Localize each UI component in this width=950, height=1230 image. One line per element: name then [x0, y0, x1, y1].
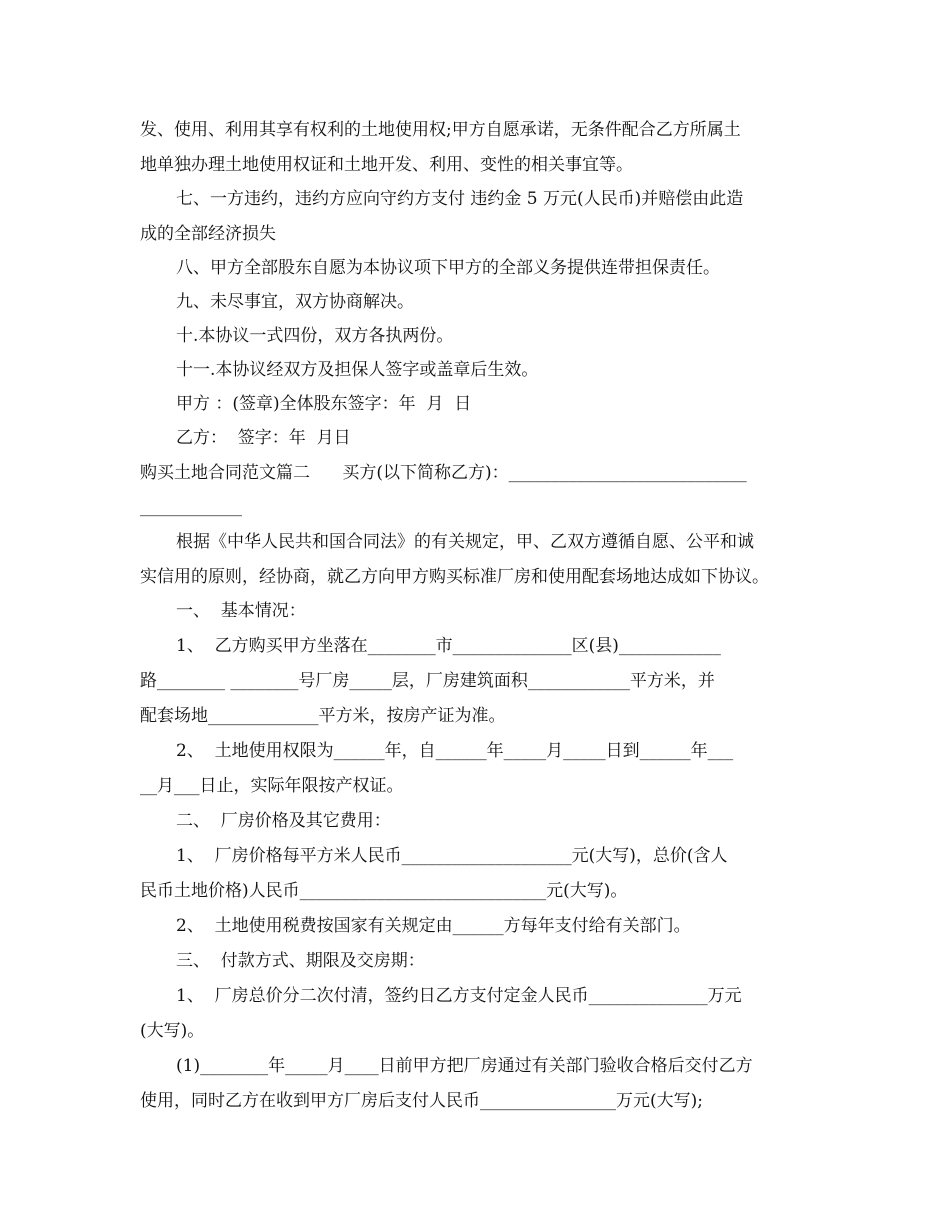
text-line: 配套场地_____________平方米，按房产证为准。 — [140, 706, 506, 726]
text-line: (大写)。 — [140, 1021, 205, 1041]
text-line: 九、未尽事宜，双方协商解决。 — [176, 292, 414, 312]
text-line: 2、 土地使用权限为______年，自______年_____月_____日到______年___ — [176, 741, 734, 761]
heading-basic-info: 一、 基本情况： — [176, 601, 306, 621]
text-line: 十.本协议一式四份，双方各执两份。 — [176, 326, 454, 346]
text-line: 1、 乙方购买甲方坐落在________市______________区(县)____________ — [176, 636, 721, 656]
text-line: 1、 厂房总价分二次付清，签约日乙方支付定金人民币______________万元 — [176, 986, 742, 1006]
text-line: (1)________年_____月____日前甲方把厂房通过有关部门验收合格后交付乙方 — [176, 1056, 753, 1076]
text-line: __月___日止，实际年限按产权证。 — [140, 776, 404, 796]
text-line: 实信用的原则，经协商，就乙方向甲方购买标准厂房和使用配套场地达成如下协议。 — [140, 567, 769, 587]
text-line: 路________ ________号厂房_____层，厂房建筑面积____________平方米，并 — [140, 671, 715, 691]
heading-price-fees: 二、 厂房价格及其它费用： — [176, 811, 391, 831]
heading-payment: 三、 付款方式、期限及交房期： — [176, 951, 425, 971]
text-line: 七、一方违约，违约方应向守约方支付 违约金 5 万元(人民币)并赔偿由此造 — [176, 189, 744, 209]
text-line: 成的全部经济损失 — [140, 224, 276, 244]
text-line: ____________ — [140, 497, 242, 517]
text-line: 十一.本协议经双方及担保人签字或盖章后生效。 — [176, 360, 539, 380]
text-line: 根据《中华人民共和国合同法》的有关规定，甲、乙双方遵循自愿、公平和诚 — [176, 532, 754, 552]
text-line: 民币土地价格)人民币_____________________________元(大写)。 — [140, 881, 628, 901]
section-title-line: 购买土地合同范文篇二 买方(以下简称乙方)：____________________________ — [140, 463, 747, 483]
text-line: 地单独办理土地使用权证和土地开发、利用、变性的相关事宜等。 — [140, 155, 633, 175]
signature-line-party-a: 甲方 ：(签章)全体股东签字：年 月 日 — [176, 394, 472, 414]
text-line: 发、使用、利用其享有权利的土地使用权;甲方自愿承诺，无条件配合乙方所属土 — [140, 120, 741, 140]
text-line: 1、 厂房价格每平方米人民币____________________元(大写)，总价(含人 — [176, 846, 728, 866]
text-line: 使用，同时乙方在收到甲方厂房后支付人民币________________万元(大写); — [140, 1091, 703, 1111]
text-line: 2、 土地使用税费按国家有关规定由______方每年支付给有关部门。 — [176, 916, 691, 936]
text-line: 八、甲方全部股东自愿为本协议项下甲方的全部义务提供连带担保责任。 — [176, 258, 720, 278]
signature-line-party-b: 乙方： 签字：年 月日 — [176, 428, 351, 448]
